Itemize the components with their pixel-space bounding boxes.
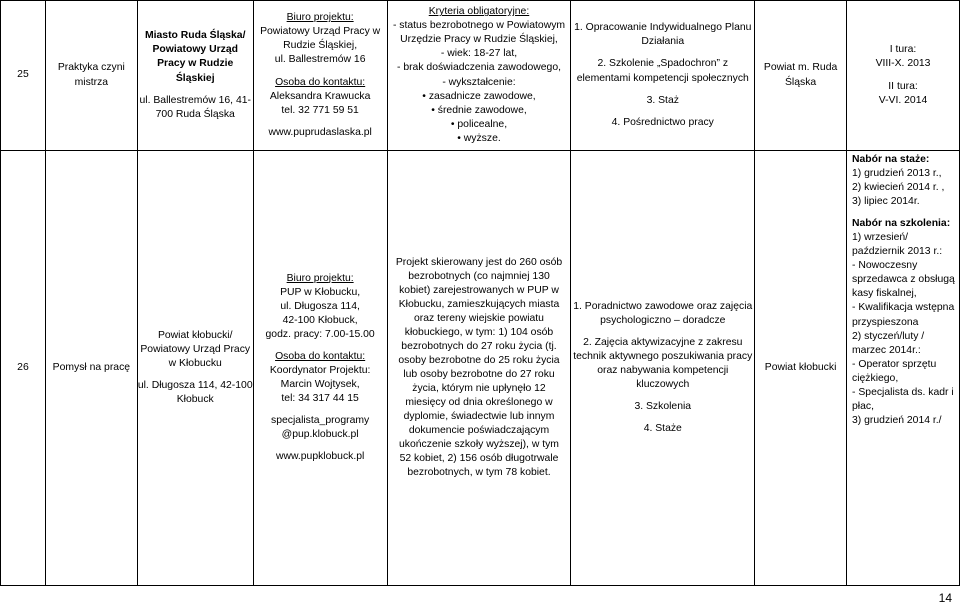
schedule: I tura: VIII-X. 2013 II tura: V-VI. 2014 <box>847 1 960 151</box>
support-forms: 1. Poradnictwo zawodowe oraz zajęcia psychologiczno – doradcze 2. Zajęcia aktywizacyjne z zakresu technik aktywnego poszukiwania pracy oraz nabywania kompetencji kluczowych 3. Szkolenia 4. Staże <box>571 151 755 586</box>
education-list <box>388 90 571 146</box>
website-link[interactable]: www.pupklobuck.pl <box>275 451 365 463</box>
contact-info: Biuro projektu: Powiatowy Urząd Pracy w Rudzie Śląskiej, ul. Ballestremów 16 Osoba do kontaktu: Aleksandra Krawucka tel. 32 771 59 51 www.puprudaslaska.pl <box>253 1 387 151</box>
person-label: Osoba do kontaktu: <box>275 76 366 88</box>
eligibility-criteria: Kryteria obligatoryjne: - status bezrobotnego w Powiatowym Urzędzie Pracy w Rudzie Śląskiej, - wiek: 18-27 lat, - brak doświadczenia zawodowego, - wykształcenie: • zasadnicze zawodowe, • średnie zawodowe, • policealne, • wyższe. <box>387 1 571 151</box>
table-row <box>1 151 960 586</box>
organizer: Miasto Ruda Śląska/ Powiatowy Urząd Pracy w Rudzie Śląskiej ul. Ballestremów 16, 41-700 Ruda Śląska <box>137 1 253 151</box>
schedule: Nabór na staże: 1) grudzień 2013 r., 2) kwiecień 2014 r. , 3) lipiec 2014r. Nabór na szkolenia: 1) wrzesień/ październik 2013 r.: - Nowoczesny sprzedawca z obsługą kasy fiskalnej, - Kwalifikacja wstępna przyspieszona 2) styczeń/luty / marzec 2014r.: - Operator sprzętu ciężkiego, - Specjalista ds. kadr i płac, 3) grudzień 2014 r./ <box>847 151 960 586</box>
page-number: 14 <box>938 591 952 605</box>
list-item: • średnie zawodowe, <box>388 104 571 118</box>
row-number: 25 <box>1 1 46 151</box>
target-group-description: Projekt skierowany jest do 260 osób bezrobotnych (co najmniej 130 kobiet) zarejestrowanych w PUP w Kłobucku, zamieszkujących miasta oraz tereny wiejskie powiatu kłobuckiego, w tym: 1) 104 osób bezrobotnych do 27 roku życia (tj. osoby bezrobotne do 25 roku życia lub osoby bezrobotne do 27 roku życia, którym nie upłynęło 12 miesięcy od dnia określonego w dyplomie, świadectwie lub innym dokumencie poświadczającym ukończenie szkoły wyższej), w tym 52 kobiet, 2) 156 osób długotrwale bezrobotnych, w tym 78 kobiet. <box>387 151 571 586</box>
task-name: Praktyka czyni mistrza <box>45 1 137 151</box>
support-forms: 1. Opracowanie Indywidualnego Planu Działania 2. Szkolenie „Spadochron” z elementami kompetencji społecznych 3. Staż 4. Pośrednictwo pracy <box>571 1 755 151</box>
website-link[interactable]: www.puprudaslaska.pl <box>268 126 372 138</box>
task-name: Pomysł na pracę <box>45 151 137 586</box>
table-row <box>1 1 960 151</box>
stage-heading: Nabór na staże: <box>852 154 930 165</box>
training-heading: Nabór na szkolenia: <box>852 218 951 230</box>
person-label: Osoba do kontaktu: <box>275 350 366 362</box>
list-item: • wyższe. <box>388 132 571 146</box>
office-label: Biuro projektu: <box>286 272 354 284</box>
row-number: 26 <box>1 151 46 586</box>
area: Powiat m. Ruda Śląska <box>755 1 847 151</box>
office-label: Biuro projektu: <box>286 12 354 24</box>
email-link[interactable]: specjalista_programy <box>271 415 370 427</box>
area: Powiat kłobucki <box>755 151 847 586</box>
list-item: • zasadnicze zawodowe, <box>388 90 571 104</box>
organizer: Powiat kłobucki/ Powiatowy Urząd Pracy w Kłobucku ul. Długosza 114, 42-100 Kłobuck <box>137 151 253 586</box>
list-item: • policealne, <box>388 118 571 132</box>
contact-info: Biuro projektu: PUP w Kłobucku, ul. Długosza 114, 42-100 Kłobuck, godz. pracy: 7.00-15.00 Osoba do kontaktu: Koordynator Projektu: Marcin Wojtysek, tel: 34 317 44 15 specjalista_programy @pup.klobuck.pl www.pupklobuck.pl <box>253 151 387 586</box>
